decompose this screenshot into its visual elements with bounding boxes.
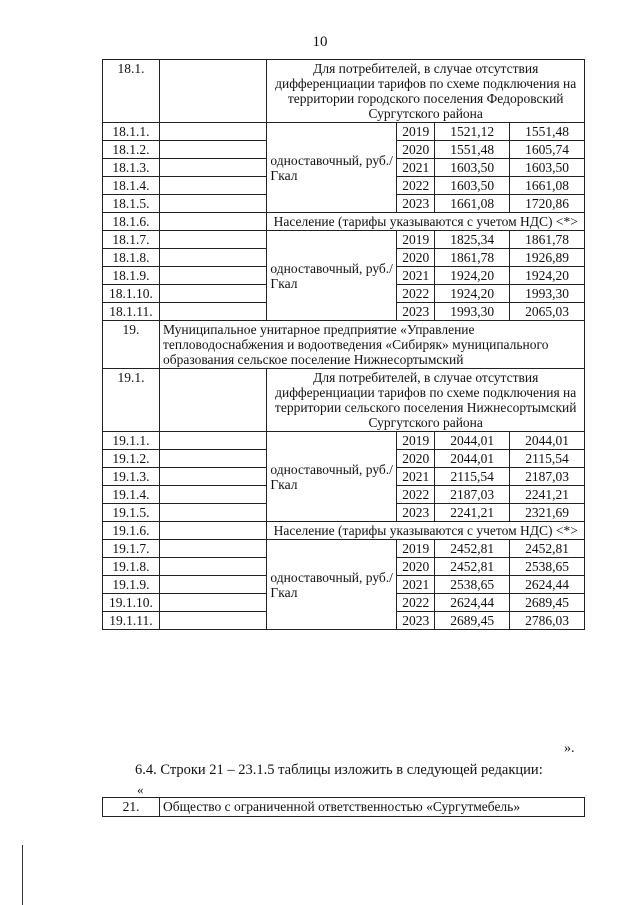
empty-cell: [159, 468, 266, 486]
row-number: 18.1.: [103, 60, 160, 123]
row-number: 19.: [103, 321, 160, 369]
tariff-value-1: 2452,81: [435, 558, 510, 576]
unit-cell: одноставочный, руб./Гкал: [267, 432, 397, 522]
tariff-value-2: 2241,21: [510, 486, 585, 504]
empty-cell: [159, 177, 266, 195]
tariff-value-2: 2065,03: [510, 303, 585, 321]
tariff-value-1: 1661,08: [435, 195, 510, 213]
tariff-value-2: 2321,69: [510, 504, 585, 522]
row-number: 18.1.3.: [103, 159, 160, 177]
tariff-value-1: 1993,30: [435, 303, 510, 321]
table-row: [103, 231, 585, 249]
row-number: 19.1.6.: [103, 522, 160, 540]
tariff-value-1: 2187,03: [435, 486, 510, 504]
empty-cell: [159, 504, 266, 522]
row-number: 21.: [103, 798, 160, 817]
tariff-value-2: 1924,20: [510, 267, 585, 285]
row-number: 19.1.5.: [103, 504, 160, 522]
tariff-value-1: 1603,50: [435, 159, 510, 177]
scan-margin-line: [22, 845, 23, 905]
table-row: [103, 369, 585, 432]
row-number: 18.1.9.: [103, 267, 160, 285]
year-cell: 2021: [397, 267, 435, 285]
empty-cell: [159, 369, 266, 432]
empty-cell: [159, 486, 266, 504]
unit-cell: одноставочный, руб./Гкал: [267, 123, 397, 213]
row-number: 19.1.9.: [103, 576, 160, 594]
year-cell: 2019: [397, 540, 435, 558]
year-cell: 2020: [397, 450, 435, 468]
empty-cell: [159, 540, 266, 558]
table-continuation: [102, 797, 585, 817]
year-cell: 2022: [397, 177, 435, 195]
table-row: [103, 321, 585, 369]
tariff-value-1: 2115,54: [435, 468, 510, 486]
row-number: 18.1.6.: [103, 213, 160, 231]
unit-cell: одноставочный, руб./Гкал: [267, 540, 397, 630]
tariff-value-1: 1521,12: [435, 123, 510, 141]
empty-cell: [159, 576, 266, 594]
tariff-value-1: 2624,44: [435, 594, 510, 612]
table-row: [103, 522, 585, 540]
row-number: 18.1.11.: [103, 303, 160, 321]
tariff-value-2: 2044,01: [510, 432, 585, 450]
tariff-value-2: 1605,74: [510, 141, 585, 159]
table-row: [103, 213, 585, 231]
year-cell: 2019: [397, 432, 435, 450]
row-number: 18.1.8.: [103, 249, 160, 267]
row-number: 18.1.2.: [103, 141, 160, 159]
tariff-value-1: 1924,20: [435, 267, 510, 285]
tariff-value-1: 2452,81: [435, 540, 510, 558]
section-heading: Население (тарифы указываются с учетом НДС) <*>: [267, 213, 585, 231]
row-number: 19.1.2.: [103, 450, 160, 468]
tariff-value-2: 1661,08: [510, 177, 585, 195]
org-name: Общество с ограниченной ответственностью «Сургутмебель»: [160, 798, 585, 817]
tariff-value-2: 1926,89: [510, 249, 585, 267]
page-number: 10: [312, 34, 328, 50]
row-number: 19.1.4.: [103, 486, 160, 504]
year-cell: 2020: [397, 249, 435, 267]
empty-cell: [159, 213, 266, 231]
year-cell: 2019: [397, 231, 435, 249]
year-cell: 2019: [397, 123, 435, 141]
empty-cell: [159, 558, 266, 576]
row-number: 19.1.: [103, 369, 160, 432]
empty-cell: [159, 123, 266, 141]
tariff-value-2: 2538,65: [510, 558, 585, 576]
empty-cell: [159, 195, 266, 213]
org-name: Муниципальное унитарное предприятие «Управление тепловодоснабжения и водоотведения «Сибиряк» муниципального образования сельское поселение Нижнесортымский: [159, 321, 584, 369]
tariff-value-2: 2624,44: [510, 576, 585, 594]
row-number: 19.1.7.: [103, 540, 160, 558]
year-cell: 2023: [397, 303, 435, 321]
year-cell: 2020: [397, 141, 435, 159]
table-row: [103, 123, 585, 141]
tariff-value-1: 2044,01: [435, 432, 510, 450]
tariff-value-1: 1603,50: [435, 177, 510, 195]
tariff-value-1: 2241,21: [435, 504, 510, 522]
empty-cell: [159, 432, 266, 450]
tariff-value-2: 2187,03: [510, 468, 585, 486]
table-row: [103, 798, 585, 817]
tariff-value-1: 1825,34: [435, 231, 510, 249]
empty-cell: [159, 594, 266, 612]
row-number: 19.1.1.: [103, 432, 160, 450]
year-cell: 2023: [397, 195, 435, 213]
year-cell: 2023: [397, 504, 435, 522]
tariff-value-1: 2538,65: [435, 576, 510, 594]
empty-cell: [159, 450, 266, 468]
table-row: [103, 540, 585, 558]
empty-cell: [159, 249, 266, 267]
tariff-value-2: 2689,45: [510, 594, 585, 612]
row-number: 19.1.11.: [103, 612, 160, 630]
empty-cell: [159, 522, 266, 540]
empty-cell: [159, 141, 266, 159]
tariff-value-2: 1603,50: [510, 159, 585, 177]
empty-cell: [159, 612, 266, 630]
row-number: 19.1.3.: [103, 468, 160, 486]
tariff-value-2: 2786,03: [510, 612, 585, 630]
year-cell: 2021: [397, 159, 435, 177]
row-number: 18.1.1.: [103, 123, 160, 141]
row-number: 18.1.4.: [103, 177, 160, 195]
tariff-value-2: 1551,48: [510, 123, 585, 141]
paragraph-6-4: 6.4. Строки 21 – 23.1.5 таблицы изложить в следующей редакции:: [135, 762, 543, 778]
unit-cell: одноставочный, руб./Гкал: [267, 231, 397, 321]
tariff-value-1: 2689,45: [435, 612, 510, 630]
year-cell: 2022: [397, 594, 435, 612]
row-number: 18.1.7.: [103, 231, 160, 249]
section-heading: Население (тарифы указываются с учетом НДС) <*>: [267, 522, 585, 540]
year-cell: 2023: [397, 612, 435, 630]
tariff-value-2: 1861,78: [510, 231, 585, 249]
empty-cell: [159, 60, 266, 123]
row-number: 19.1.10.: [103, 594, 160, 612]
tariff-value-1: 1924,20: [435, 285, 510, 303]
empty-cell: [159, 159, 266, 177]
empty-cell: [159, 285, 266, 303]
year-cell: 2021: [397, 468, 435, 486]
row-number: 18.1.5.: [103, 195, 160, 213]
tariff-table: [102, 59, 585, 630]
tariff-value-1: 1861,78: [435, 249, 510, 267]
empty-cell: [159, 267, 266, 285]
tariff-value-2: 2115,54: [510, 450, 585, 468]
tariff-value-2: 1993,30: [510, 285, 585, 303]
tariff-value-2: 1720,86: [510, 195, 585, 213]
table-row: [103, 60, 585, 123]
closing-quote: ».: [564, 741, 575, 756]
year-cell: 2022: [397, 285, 435, 303]
year-cell: 2021: [397, 576, 435, 594]
tariff-value-2: 2452,81: [510, 540, 585, 558]
tariff-value-1: 1551,48: [435, 141, 510, 159]
year-cell: 2022: [397, 486, 435, 504]
tariff-value-1: 2044,01: [435, 450, 510, 468]
row-number: 18.1.10.: [103, 285, 160, 303]
year-cell: 2020: [397, 558, 435, 576]
empty-cell: [159, 231, 266, 249]
opening-quote: «: [137, 782, 144, 797]
section-heading: Для потребителей, в случае отсутствия дифференциации тарифов по схеме подключения на территории сельского поселения Нижнесортымский Сургутского района: [267, 369, 585, 432]
table-row: [103, 432, 585, 450]
empty-cell: [159, 303, 266, 321]
section-heading: Для потребителей, в случае отсутствия дифференциации тарифов по схеме подключения на территории городского поселения Федоровский Сургутского района: [267, 60, 585, 123]
row-number: 19.1.8.: [103, 558, 160, 576]
